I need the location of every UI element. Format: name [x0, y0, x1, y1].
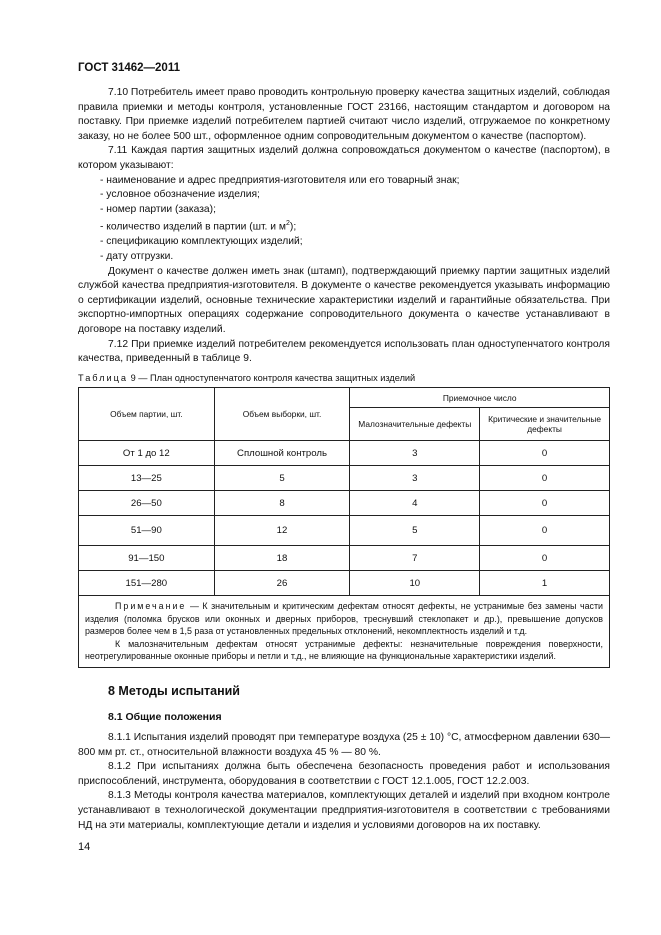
table-caption: [78, 373, 415, 383]
table-row: [79, 441, 610, 466]
table-cell: Сплошной контроль: [214, 441, 350, 466]
table-cell: 26: [214, 571, 350, 596]
table-cell: 151—280: [79, 571, 215, 596]
page-number: 14: [78, 841, 91, 853]
column-header-minor-defects: Малозначительные дефекты: [350, 408, 480, 441]
table-cell: 0: [480, 441, 610, 466]
section-heading-8-1: 8.1 Общие положения: [108, 711, 222, 723]
table-cell: 5: [350, 516, 480, 546]
table-cell: 91—150: [79, 546, 215, 571]
table-cell: 18: [214, 546, 350, 571]
table-row: [79, 491, 610, 516]
table-cell: 8: [214, 491, 350, 516]
table-cell: 10: [350, 571, 480, 596]
table-cell: 3: [350, 441, 480, 466]
list-item: - дату отгрузки.: [100, 250, 174, 262]
superscript: 2: [285, 220, 290, 228]
column-header-critical-defects: Критические и значительные дефекты: [480, 408, 610, 441]
column-header-acceptance-number: Приемочное число: [350, 388, 610, 408]
list-item-text: - количество изделий в партии (шт. и м: [100, 221, 286, 233]
table-cell: От 1 до 12: [79, 441, 215, 466]
table-cell: 0: [480, 516, 610, 546]
table-cell: 7: [350, 546, 480, 571]
section-8-text: [78, 731, 610, 833]
table-cell: 12: [214, 516, 350, 546]
table-cell: 1: [480, 571, 610, 596]
table-caption-text: 9 — План одноступенчатого контроля качества защитных изделий: [130, 373, 416, 383]
paragraph-8-1-3: 8.1.3 Методы контроля качества материалов, комплектующих деталей и изделий при входном контроле устанавливают в технологической документации предприятия-изготовителя в соответствии с требованиями НД на эти материалы, комплектующие детали и изделия и условиями договоров на их поставку.: [78, 790, 610, 831]
paragraph-7-10: 7.10 Потребитель имеет право проводить контрольную проверку качества защитных изделий, соблюдая правила приемки и методы контроля, установленные ГОСТ 23166, настоящим стандартом и договором на поставку. При приемке изделий потребителем партией считают число изделий, отгружаемое по конкретному заказу, но не более 500 шт., оформленное одним сопроводительным документом о качестве (паспортом).: [78, 87, 610, 142]
list-item: - условное обозначение изделия;: [100, 189, 260, 201]
table-cell: 13—25: [79, 466, 215, 491]
table-note-row: [79, 596, 610, 668]
list-item: - спецификацию комплектующих изделий;: [100, 236, 303, 248]
table-cell: 51—90: [79, 516, 215, 546]
document-header: ГОСТ 31462—2011: [78, 62, 180, 74]
table-cell: 3: [350, 466, 480, 491]
table-cell: 0: [480, 466, 610, 491]
list-item-tail: );: [289, 221, 297, 233]
table-9: [78, 387, 610, 668]
paragraph-8-1-1: 8.1.1 Испытания изделий проводят при температуре воздуха (25 ± 10) °С, атмосферном давлении 630—800 мм рт. ст., относительной влажности воздуха 45 % — 80 %.: [78, 732, 610, 758]
paragraph-8-1-2: 8.1.2 При испытаниях должна быть обеспечена безопасность проведения работ и использования приспособлений, инструмента, оборудования в соответствии с ГОСТ 12.1.005, ГОСТ 12.2.003.: [78, 761, 610, 787]
table-row: [79, 571, 610, 596]
table-cell: 4: [350, 491, 480, 516]
table-caption-word: Таблица: [78, 373, 129, 383]
note-text-2: К малозначительным дефектам относят устранимые дефекты: незначительные повреждения поверхности, неотрегулированные оконные приборы и петли и т.д., не влияющие на функциональные характеристики изделий.: [85, 638, 603, 662]
list-item: [78, 217, 610, 235]
column-header-sample-size: Объем выборки, шт.: [214, 388, 350, 441]
table-cell: 0: [480, 491, 610, 516]
paragraph-7-12: 7.12 При приемке изделий потребителем рекомендуется использовать план одноступенчатого контроля качества, приведенный в таблице 9.: [78, 338, 610, 365]
section-7-text: [78, 86, 610, 367]
table-cell: 0: [480, 546, 610, 571]
note-text-1: — К значительным и критическим дефектам относят дефекты, не устранимые без замены части изделия (поломка брусков или оконных и дверных приборов, треснувший стеклопакет и др.), превышение допусков размеров более чем в 1,5 раза от установленных предельных отклонений, некомплектность изделий и т.д.: [85, 601, 603, 637]
table-note: [79, 596, 610, 668]
table-row: [79, 466, 610, 491]
section-heading-8: 8 Методы испытаний: [108, 684, 240, 698]
note-word: Примечание: [115, 601, 187, 611]
table-row: [79, 546, 610, 571]
paragraph-7-11: 7.11 Каждая партия защитных изделий должна сопровождаться документом о качестве (паспортом), в котором указывают:: [78, 145, 610, 171]
table-row: [79, 516, 610, 546]
table-cell: 5: [214, 466, 350, 491]
list-item: - наименование и адрес предприятия-изготовителя или его товарный знак;: [100, 174, 460, 186]
table-cell: 26—50: [79, 491, 215, 516]
list-item: - номер партии (заказа);: [100, 203, 216, 215]
column-header-lot-size: Объем партии, шт.: [79, 388, 215, 441]
paragraph-quality-document: Документ о качестве должен иметь знак (штамп), подтверждающий приемку партии защитных изделий службой качества предприятия-изготовителя. В документе о качестве рекомендуется указывать информацию о сертификации изделий, основные технические характеристики изделий и гарантийные обязательства. При экспортно-импортных операциях содержание сопроводительного документа о качестве устанавливают в договоре на поставку изделий.: [78, 265, 610, 335]
